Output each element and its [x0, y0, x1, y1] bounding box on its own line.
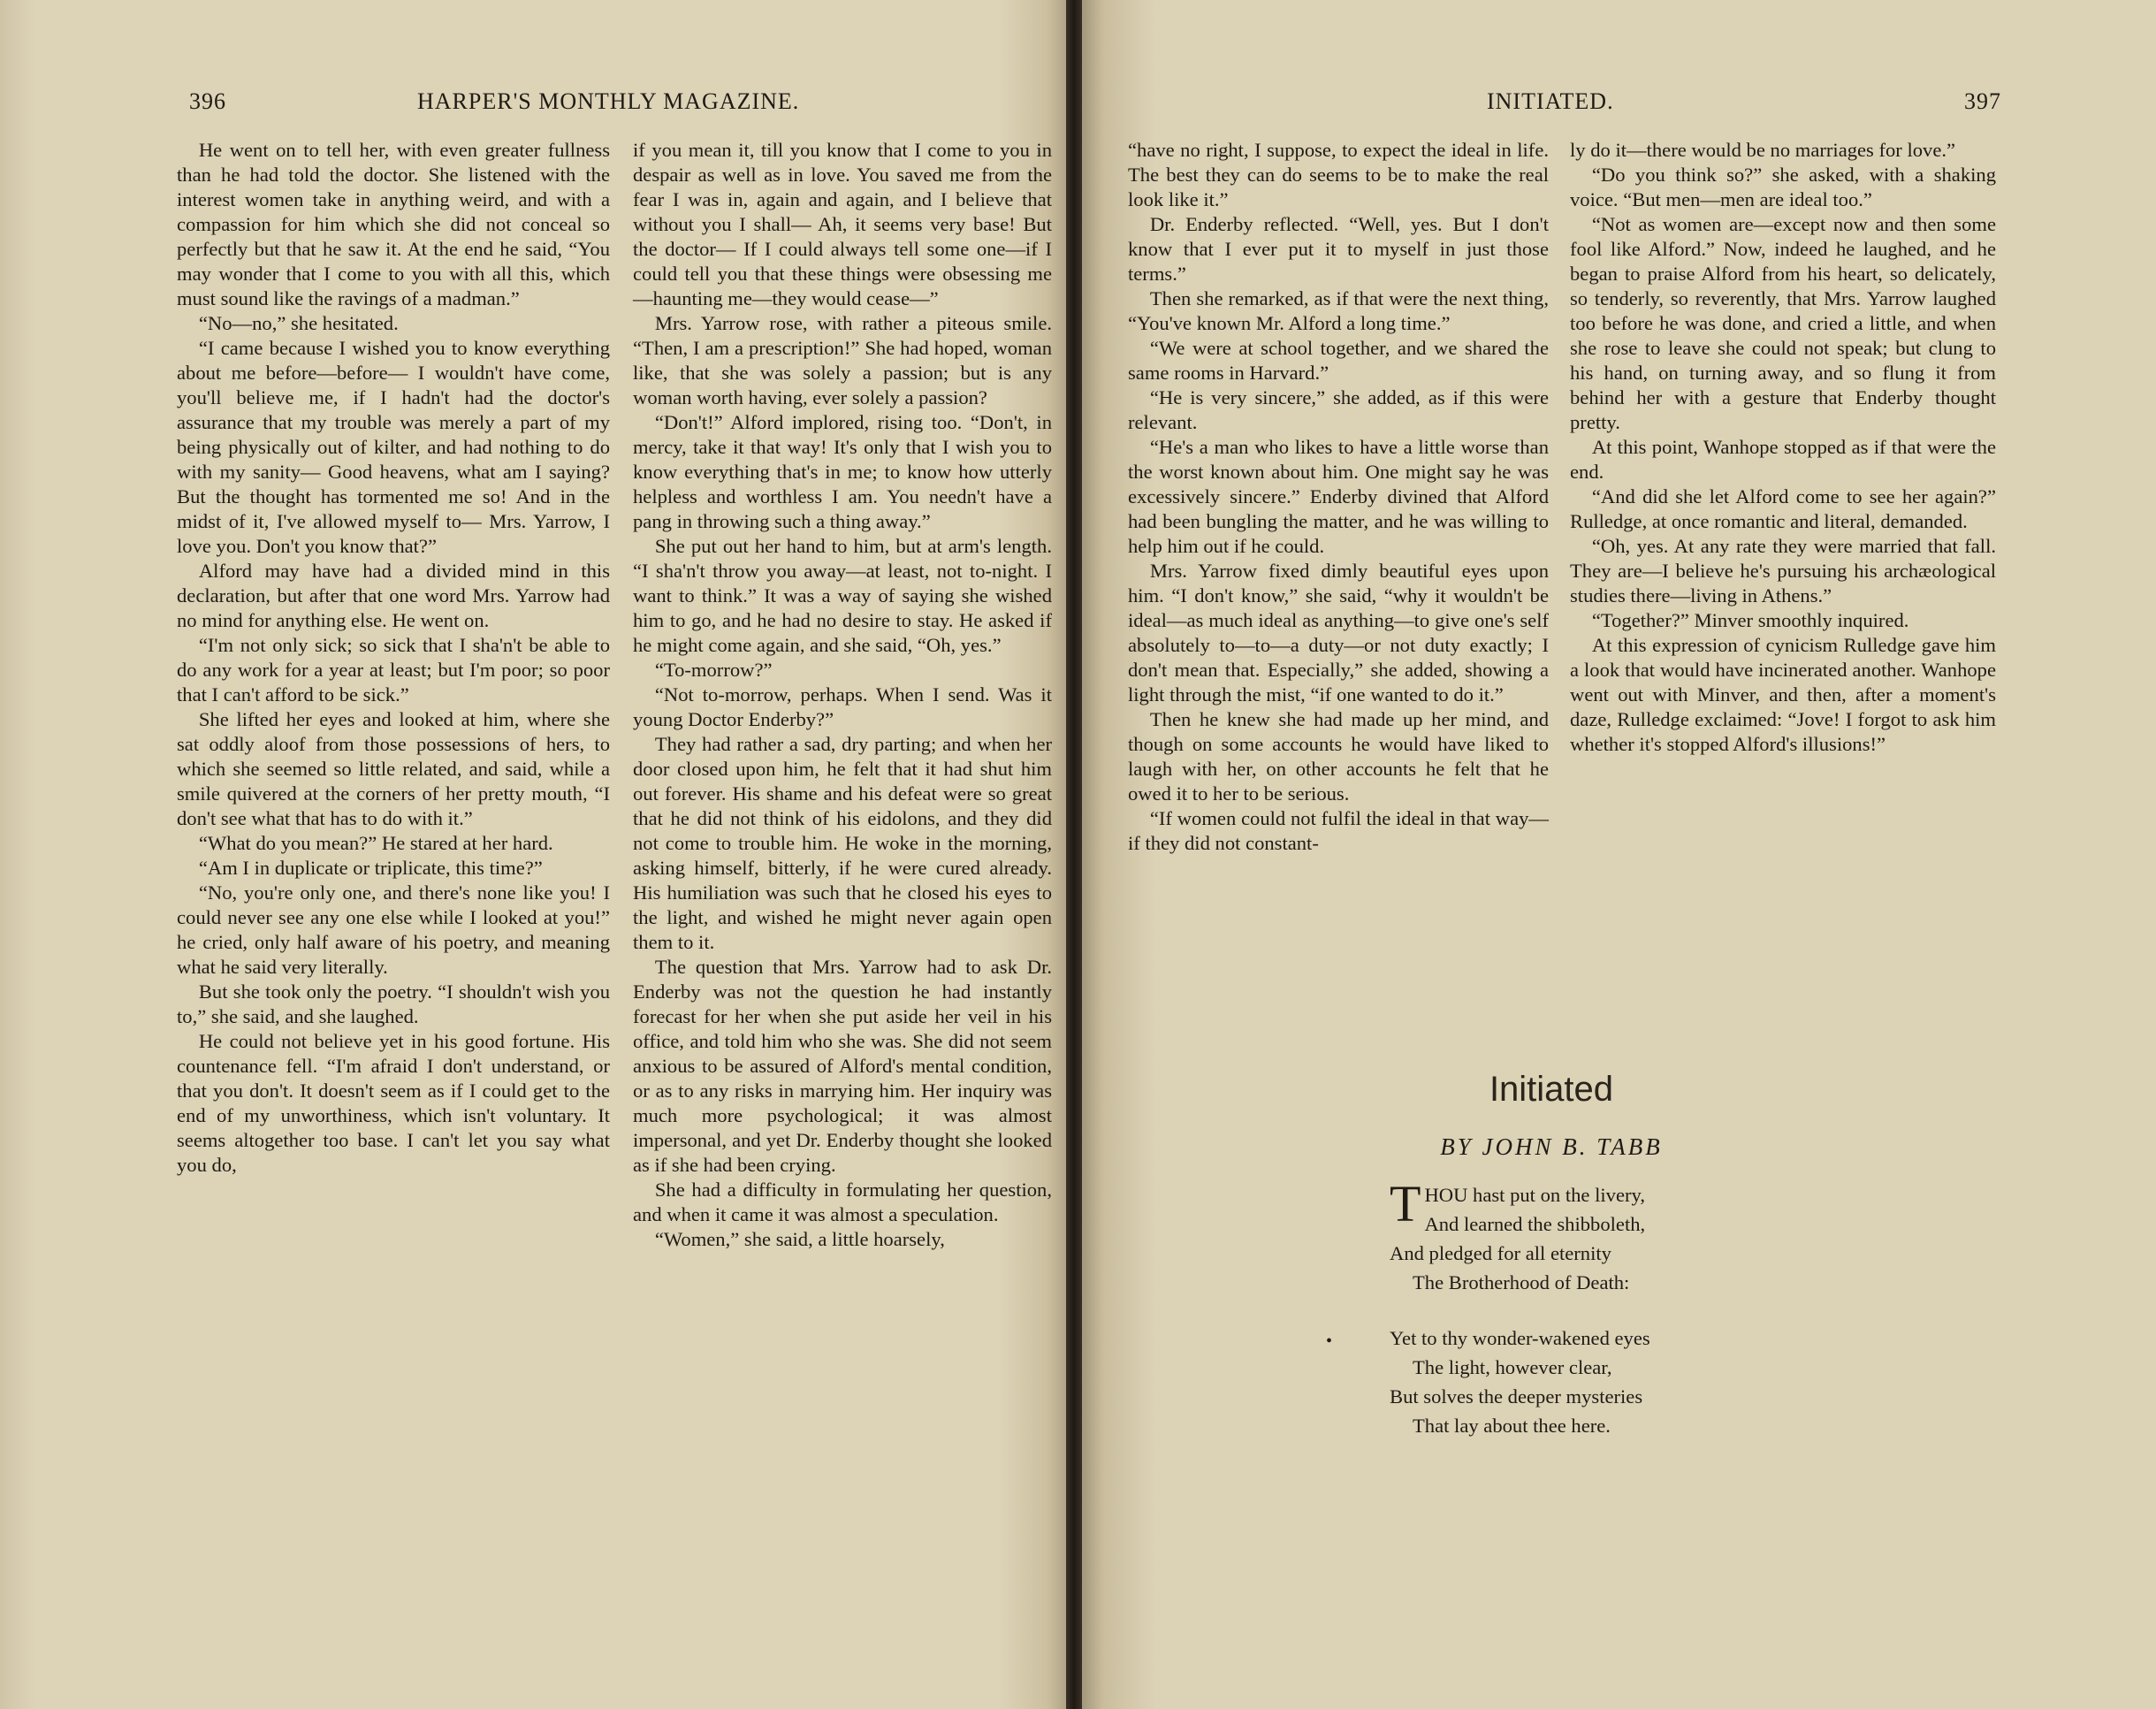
poem-line: That lay about thee here. [1413, 1415, 1611, 1437]
book-gutter [1066, 0, 1082, 1709]
paragraph: “Women,” she said, a little hoarsely, [654, 1228, 945, 1250]
paragraph: At this expression of cynicism Rulledge gave him a look that would have incinerated another. Wanhope went out with Minver, and then, after a moment's daze, Rulledge exclaimed: “Jove! I forgot to ask him whether it's stopped Alford's illusions!” [1570, 634, 1996, 755]
paragraph: “Together?” Minver smoothly inquired. [1591, 609, 1909, 631]
paragraph: “To-morrow?” [654, 659, 773, 681]
paragraph: The question that Mrs. Yarrow had to ask Dr. Enderby was not the question he had instantly forecast for her when she put aside her veil in his office, and told him who she was. She did not seem anxious to be assured of Alford's mental condition, or as to any risks in marrying him. Her inquiry was much more psychological; it was almost impersonal, and yet Dr. Enderby thought she looked as if she had been crying. [633, 956, 1052, 1176]
paragraph: They had rather a sad, dry parting; and when her door closed upon him, he felt that it had shut him out forever. His shame and his defeat were so great that he did not think of his eidolons, and they did not come to trouble him. He woke in the morning, asking himself, bitterly, if he were cured already. His humiliation was such that he closed his eyes to the light, and wished he might never again open them to it. [633, 733, 1052, 953]
paragraph: She lifted her eyes and looked at him, where she sat oddly aloof from those possessions of hers, to which she seemed so little related, and said, while a smile quivered at the corners of her pretty mouth, “I don't see what that has to do with it.” [177, 708, 610, 829]
poem-line: And pledged for all eternity [1390, 1242, 1611, 1264]
paragraph: ly do it—there would be no marriages for love.” [1570, 139, 1956, 161]
paragraph: “I came because I wished you to know everything about me before—before— I wouldn't have come, you'll believe me, if I hadn't had the doctor's assurance that my trouble was merely a part of my being physically out of kilter, and had nothing to do with my sanity— Good heavens, what am I saying? But the thought has tormented me so! And in the midst of it, I've allowed myself to— Mrs. Yarrow, I love you. Don't you know that?” [177, 337, 610, 557]
paragraph: “Don't!” Alford implored, rising too. “Don't, in mercy, take it that way! It's only that I wish you to know everything that's in me; to know how utterly helpless and worthless I am. You needn't have a pang in throwing such a thing away.” [633, 411, 1052, 532]
paragraph: Mrs. Yarrow rose, with rather a piteous smile. “Then, I am a prescription!” She had hoped, woman like, that she was solely a passion; but is any woman worth having, ever solely a passion? [633, 312, 1052, 408]
paragraph: “He's a man who likes to have a little worse than the worst known about him. One might say he was excessively sincere.” Enderby divined that Alford had been bungling the matter, and he was willing to help him out if he could. [1128, 436, 1549, 557]
paragraph: “Am I in duplicate or triplicate, this time?” [198, 857, 543, 879]
paragraph: Then she remarked, as if that were the next thing, “You've known Mr. Alford a long time.” [1128, 287, 1549, 334]
left-page-number: 396 [189, 88, 226, 114]
poem-line: The Brotherhood of Death: [1413, 1271, 1630, 1293]
paragraph: “Not to-morrow, perhaps. When I send. Was it young Doctor Enderby?” [633, 683, 1052, 730]
poem-line: THOU hast put on the livery, [1390, 1175, 1645, 1232]
paragraph: He went on to tell her, with even greater fullness than he had told the doctor. She listened with the interest women take in anything weird, and with a compassion for him which she did not conceal so perfectly but that he saw it. At the end he said, “You may wonder that I come to you with all this, which must sound like the ravings of a madman.” [177, 139, 610, 309]
paragraph: She had a difficulty in formulating her question, and when it came it was almost a speculation. [633, 1179, 1052, 1225]
poem-body [1390, 1175, 1650, 1467]
drop-cap: T [1390, 1175, 1421, 1232]
paragraph: “What do you mean?” He stared at her hard. [198, 832, 553, 854]
paragraph: But she took only the poetry. “I shouldn't wish you to,” she said, and she laughed. [177, 980, 610, 1027]
paragraph: He could not believe yet in his good fortune. His countenance fell. “I'm afraid I don't understand, or that you don't. It doesn't seem as if I could get to the end of my unworthiness, which isn't voluntary. It seems altogether too base. I can't let you say what you do, [177, 1030, 610, 1176]
paragraph: “I'm not only sick; so sick that I sha'n't be able to do any work for a year at least; but I'm poor; so poor that I can't afford to be sick.” [177, 634, 610, 706]
poem-line: And learned the shibboleth, [1424, 1213, 1646, 1235]
poem-title: Initiated [1489, 1070, 1614, 1109]
paragraph: At this point, Wanhope stopped as if that were the end. [1570, 436, 1996, 483]
paragraph: “No—no,” she hesitated. [198, 312, 399, 334]
paragraph: “Oh, yes. At any rate they were married that fall. They are—I believe he's pursuing his archæological studies there—living in Athens.” [1570, 535, 1996, 607]
right-running-head: INITIATED. [1487, 88, 1614, 114]
paragraph: “Do you think so?” she asked, with a shaking voice. “But men—men are ideal too.” [1570, 164, 1996, 210]
left-running-head: HARPER'S MONTHLY MAGAZINE. [417, 88, 800, 114]
paragraph: “We were at school together, and we shared the same rooms in Harvard.” [1128, 337, 1549, 384]
paragraph: Then he knew she had made up her mind, and though on some accounts he would have liked to laugh with her, on other accounts he felt that he owed it to her to be serious. [1128, 708, 1549, 805]
poem-line: The light, however clear, [1413, 1356, 1612, 1378]
paragraph: “No, you're only one, and there's none like you! I could never see any one else while I looked at you!” he cried, only half aware of his poetry, and meaning what he said very literally. [177, 881, 610, 978]
right-column-1 [1128, 138, 1549, 856]
bullet-mark: • [1326, 1331, 1333, 1351]
poem-stanza [1390, 1175, 1650, 1297]
paragraph: if you mean it, till you know that I come to you in despair as well as in love. You saved me from the fear I was in, again and again, and I believe that without you I shall— Ah, it seems very base! But the doctor— If I could always tell some one—if I could tell you that these things were obsessing me—haunting me—they would cease—” [633, 139, 1052, 309]
paragraph: “Not as women are—except now and then some fool like Alford.” Now, indeed he laughed, and he began to praise Alford from his heart, so delicately, so tenderly, so reverently, that Mrs. Yarrow laughed too before he was done, and cried a little, and when she rose to leave she could not speak; but clung to his hand, on turning away, and so flung it from behind her with a gesture that Enderby thought pretty. [1570, 213, 1996, 433]
left-column-2 [633, 138, 1052, 1252]
poem-line: Yet to thy wonder-wakened eyes [1390, 1327, 1650, 1349]
left-column-1 [177, 138, 610, 1178]
paragraph: “have no right, I suppose, to expect the ideal in life. The best they can do seems to be to make the real look like it.” [1128, 139, 1549, 210]
paragraph: Dr. Enderby reflected. “Well, yes. But I don't know that I ever put it to myself in just those terms.” [1128, 213, 1549, 285]
paragraph: “He is very sincere,” she added, as if this were relevant. [1128, 386, 1549, 433]
paragraph: “And did she let Alford come to see her again?” Rulledge, at once romantic and literal, demanded. [1570, 485, 1996, 532]
poem-byline: BY JOHN B. TABB [1440, 1133, 1663, 1160]
poem-line: But solves the deeper mysteries [1390, 1385, 1643, 1408]
paragraph: She put out her hand to him, but at arm's length. “I sha'n't throw you away—at least, not to-night. I want to think.” It was a way of saying she wished him to go, and he had no desire to stay. He asked if he might come again, and she said, “Oh, yes.” [633, 535, 1052, 656]
paragraph: Alford may have had a divided mind in this declaration, but after that one word Mrs. Yarrow had no mind for anything else. He went on. [177, 560, 610, 631]
paragraph: “If women could not fulfil the ideal in that way—if they did not constant- [1128, 807, 1549, 854]
poem-stanza [1390, 1324, 1650, 1440]
right-column-2 [1570, 138, 1996, 757]
paragraph: Mrs. Yarrow fixed dimly beautiful eyes upon him. “I don't know,” she said, “why it wouldn't be ideal—as much ideal as anything—to give one's self absolutely to—to—a duty—or not duty exactly; I don't mean that. Especially,” she added, showing a light through the mist, “if one wanted to do it.” [1128, 560, 1549, 706]
right-page-number: 397 [1964, 88, 2001, 114]
